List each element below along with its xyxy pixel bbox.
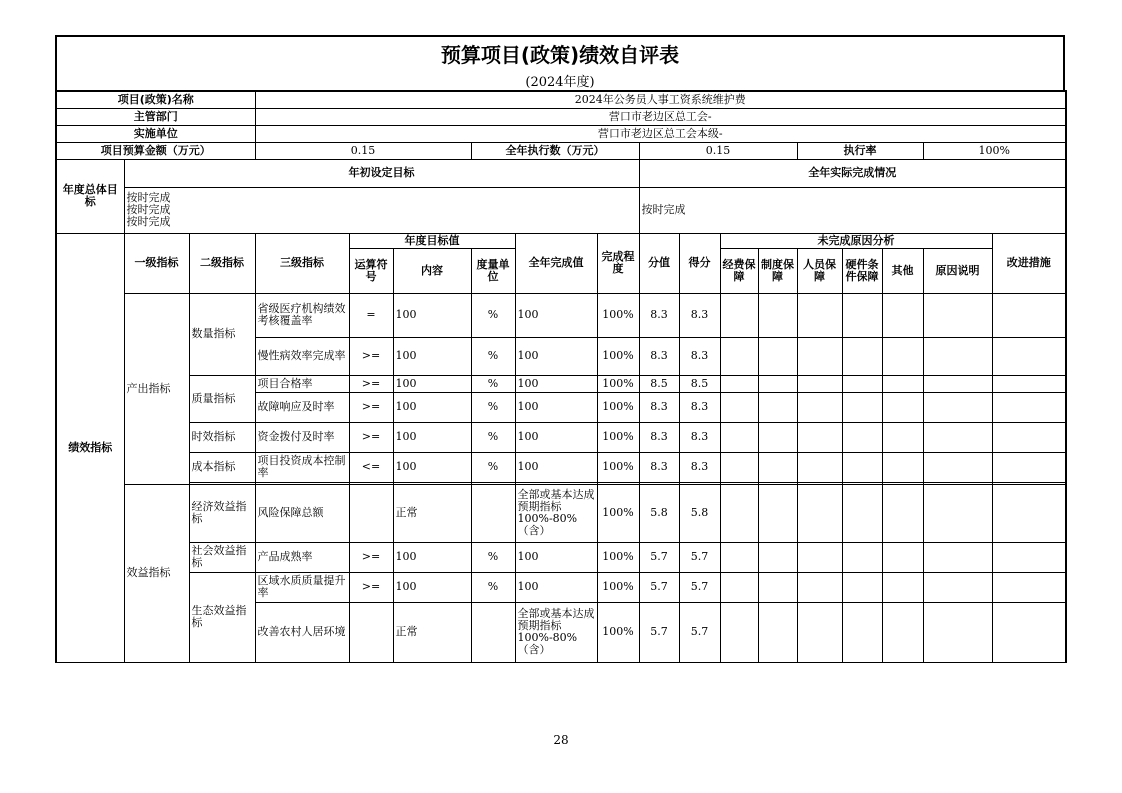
table-row — [56, 375, 1066, 392]
cell-degree: 100% — [597, 572, 639, 602]
cell-actual: 全部或基本达成预期指标100%-80%（含） — [515, 602, 597, 662]
dept-value: 营口市老边区总工会- — [255, 108, 1066, 125]
dept-label: 主管部门 — [56, 108, 255, 125]
group-quantity: 数量指标 — [189, 293, 255, 375]
cell-r-staff — [797, 572, 842, 602]
goal-actual-content: 按时完成 — [639, 187, 1066, 233]
cell-r-desc — [923, 392, 992, 422]
header-lvl3: 三级指标 — [255, 233, 349, 293]
cell-r-other — [882, 422, 923, 452]
header-r-other: 其他 — [882, 248, 923, 293]
cell-improve — [992, 422, 1066, 452]
page-number: 28 — [553, 733, 569, 747]
cell-r-fund — [720, 293, 758, 337]
cell-improve — [992, 337, 1066, 375]
evaluation-table — [55, 90, 1067, 663]
cell-actual: 100 — [515, 375, 597, 392]
cell-weight: 8.3 — [639, 293, 679, 337]
cell-r-staff — [797, 484, 842, 542]
header-reason: 未完成原因分析 — [720, 233, 992, 248]
cell-r-fund — [720, 484, 758, 542]
cell-r-desc — [923, 375, 992, 392]
cell-r-hw — [842, 452, 882, 482]
goal-label: 年度总体目标 — [56, 159, 124, 233]
cell-r-fund — [720, 392, 758, 422]
cell-op: <= — [349, 452, 393, 482]
cell-r-hw — [842, 542, 882, 572]
cell-degree: 100% — [597, 602, 639, 662]
header-r-system: 制度保障 — [758, 248, 797, 293]
cell-content: 100 — [393, 452, 471, 482]
cell-score: 8.3 — [679, 293, 720, 337]
cell-r-desc — [923, 572, 992, 602]
group-output: 产出指标 — [124, 293, 189, 484]
table-row — [56, 542, 1066, 572]
cell-r-other — [882, 572, 923, 602]
cell-improve — [992, 572, 1066, 602]
cell-improve — [992, 375, 1066, 392]
header-improve: 改进措施 — [992, 233, 1066, 293]
cell-r-other — [882, 375, 923, 392]
cell-degree: 100% — [597, 293, 639, 337]
cell-r-hw — [842, 602, 882, 662]
cell-r-desc — [923, 293, 992, 337]
cell-op: >= — [349, 572, 393, 602]
executed-value: 0.15 — [639, 142, 797, 159]
group-benefit: 效益指标 — [124, 484, 189, 662]
cell-improve — [992, 452, 1066, 482]
cell-score: 5.7 — [679, 542, 720, 572]
row-unit — [56, 125, 1066, 142]
header-r-desc: 原因说明 — [923, 248, 992, 293]
cell-content: 100 — [393, 337, 471, 375]
cell-r-staff — [797, 422, 842, 452]
cell-op: >= — [349, 422, 393, 452]
cell-score: 8.3 — [679, 422, 720, 452]
cell-r-desc — [923, 542, 992, 572]
cell-op: = — [349, 293, 393, 337]
cell-score: 5.7 — [679, 572, 720, 602]
table-row — [56, 422, 1066, 452]
cell-r-hw — [842, 484, 882, 542]
cell-content: 100 — [393, 422, 471, 452]
row-budget — [56, 142, 1066, 159]
cell-op — [349, 602, 393, 662]
table-row — [56, 452, 1066, 482]
cell-r-hw — [842, 422, 882, 452]
cell-op: >= — [349, 392, 393, 422]
cell-unit: % — [471, 375, 515, 392]
cell-r-system — [758, 602, 797, 662]
cell-r-staff — [797, 392, 842, 422]
cell-unit: % — [471, 293, 515, 337]
project-name-label: 项目(政策)名称 — [56, 91, 255, 108]
cell-score: 8.5 — [679, 375, 720, 392]
cell-degree: 100% — [597, 422, 639, 452]
cell-degree: 100% — [597, 392, 639, 422]
cell-r-hw — [842, 293, 882, 337]
cell-lvl3: 产品成熟率 — [255, 542, 349, 572]
cell-weight: 8.3 — [639, 452, 679, 482]
cell-r-hw — [842, 375, 882, 392]
cell-improve — [992, 602, 1066, 662]
header-content: 内容 — [393, 248, 471, 293]
budget-value: 0.15 — [255, 142, 471, 159]
cell-actual: 100 — [515, 392, 597, 422]
cell-score: 5.8 — [679, 484, 720, 542]
goal-initial-header: 年初设定目标 — [124, 159, 639, 187]
cell-r-fund — [720, 375, 758, 392]
cell-r-desc — [923, 452, 992, 482]
cell-op: >= — [349, 542, 393, 572]
cell-unit: % — [471, 452, 515, 482]
cell-unit: % — [471, 422, 515, 452]
table-row — [56, 293, 1066, 337]
section-label: 绩效指标 — [56, 233, 124, 662]
cell-weight: 8.5 — [639, 375, 679, 392]
cell-unit — [471, 484, 515, 542]
cell-r-other — [882, 337, 923, 375]
group-quality: 质量指标 — [189, 375, 255, 422]
cell-lvl3: 项目投资成本控制率 — [255, 452, 349, 482]
cell-r-system — [758, 572, 797, 602]
header-r-fund: 经费保障 — [720, 248, 758, 293]
header-score: 得分 — [679, 233, 720, 293]
cell-op: >= — [349, 375, 393, 392]
row-indicator-header-1 — [56, 233, 1066, 248]
cell-lvl3: 慢性病效率完成率 — [255, 337, 349, 375]
unit-value: 营口市老边区总工会本级- — [255, 125, 1066, 142]
table-row — [56, 572, 1066, 602]
cell-r-hw — [842, 337, 882, 375]
cell-content: 正常 — [393, 484, 471, 542]
rate-value: 100% — [923, 142, 1066, 159]
cell-actual: 100 — [515, 337, 597, 375]
cell-r-desc — [923, 602, 992, 662]
rate-label: 执行率 — [797, 142, 923, 159]
cell-content: 正常 — [393, 602, 471, 662]
goal-initial-content — [124, 187, 639, 233]
cell-r-other — [882, 542, 923, 572]
cell-weight: 8.3 — [639, 337, 679, 375]
cell-degree: 100% — [597, 484, 639, 542]
cell-unit — [471, 602, 515, 662]
cell-weight: 8.3 — [639, 392, 679, 422]
header-degree: 完成程度 — [597, 233, 639, 293]
cell-r-system — [758, 484, 797, 542]
cell-r-fund — [720, 452, 758, 482]
header-r-staff: 人员保障 — [797, 248, 842, 293]
cell-r-desc — [923, 422, 992, 452]
cell-content: 100 — [393, 293, 471, 337]
cell-weight: 5.7 — [639, 602, 679, 662]
page-title: 预算项目(政策)绩效自评表 — [440, 43, 680, 67]
group-ecological: 生态效益指标 — [189, 572, 255, 662]
cell-r-staff — [797, 337, 842, 375]
cell-actual: 100 — [515, 422, 597, 452]
cell-r-fund — [720, 542, 758, 572]
cell-r-hw — [842, 392, 882, 422]
group-cost: 成本指标 — [189, 452, 255, 482]
cell-weight: 5.7 — [639, 572, 679, 602]
cell-actual: 100 — [515, 452, 597, 482]
cell-r-system — [758, 337, 797, 375]
cell-r-fund — [720, 572, 758, 602]
header-op: 运算符号 — [349, 248, 393, 293]
cell-lvl3: 资金拨付及时率 — [255, 422, 349, 452]
goal-initial-line: 按时完成 — [126, 215, 171, 228]
cell-degree: 100% — [597, 542, 639, 572]
cell-improve — [992, 293, 1066, 337]
cell-weight: 8.3 — [639, 422, 679, 452]
header-unit: 度量单位 — [471, 248, 515, 293]
cell-content: 100 — [393, 542, 471, 572]
header-r-hw: 硬件条件保障 — [842, 248, 882, 293]
cell-r-staff — [797, 452, 842, 482]
group-social: 社会效益指标 — [189, 542, 255, 572]
cell-actual: 全部或基本达成预期指标100%-80%（含） — [515, 484, 597, 542]
title-block — [55, 35, 1065, 90]
cell-content: 100 — [393, 392, 471, 422]
cell-r-other — [882, 452, 923, 482]
row-dept — [56, 108, 1066, 125]
cell-r-staff — [797, 293, 842, 337]
cell-score: 8.3 — [679, 337, 720, 375]
cell-r-staff — [797, 542, 842, 572]
table-row — [56, 484, 1066, 542]
cell-r-desc — [923, 337, 992, 375]
goal-initial-line: 按时完成 — [126, 191, 171, 204]
cell-lvl3: 区域水质质量提升率 — [255, 572, 349, 602]
cell-actual: 100 — [515, 293, 597, 337]
cell-r-desc — [923, 484, 992, 542]
cell-score: 5.7 — [679, 602, 720, 662]
cell-r-staff — [797, 602, 842, 662]
cell-r-other — [882, 293, 923, 337]
cell-lvl3: 改善农村人居环境 — [255, 602, 349, 662]
cell-unit: % — [471, 337, 515, 375]
header-lvl1: 一级指标 — [124, 233, 189, 293]
cell-degree: 100% — [597, 337, 639, 375]
cell-improve — [992, 392, 1066, 422]
cell-unit: % — [471, 392, 515, 422]
cell-unit: % — [471, 572, 515, 602]
cell-score: 8.3 — [679, 392, 720, 422]
row-project-name — [56, 91, 1066, 108]
cell-r-system — [758, 422, 797, 452]
cell-r-fund — [720, 602, 758, 662]
cell-actual: 100 — [515, 542, 597, 572]
group-economic: 经济效益指标 — [189, 484, 255, 542]
cell-actual: 100 — [515, 572, 597, 602]
cell-r-fund — [720, 337, 758, 375]
cell-op — [349, 484, 393, 542]
cell-improve — [992, 484, 1066, 542]
header-lvl2: 二级指标 — [189, 233, 255, 293]
cell-improve — [992, 542, 1066, 572]
cell-unit: % — [471, 542, 515, 572]
cell-r-system — [758, 392, 797, 422]
cell-r-fund — [720, 422, 758, 452]
goal-actual-header: 全年实际完成情况 — [639, 159, 1066, 187]
cell-r-hw — [842, 572, 882, 602]
cell-r-other — [882, 484, 923, 542]
budget-label: 项目预算金额（万元） — [56, 142, 255, 159]
cell-r-system — [758, 542, 797, 572]
group-timeliness: 时效指标 — [189, 422, 255, 452]
cell-content: 100 — [393, 572, 471, 602]
cell-weight: 5.7 — [639, 542, 679, 572]
goal-initial-line: 按时完成 — [126, 203, 171, 216]
cell-op: >= — [349, 337, 393, 375]
cell-r-system — [758, 375, 797, 392]
header-year-target: 年度目标值 — [349, 233, 515, 248]
cell-lvl3: 省级医疗机构绩效考核覆盖率 — [255, 293, 349, 337]
unit-label: 实施单位 — [56, 125, 255, 142]
cell-lvl3: 故障响应及时率 — [255, 392, 349, 422]
project-name-value: 2024年公务员人事工资系统维护费 — [255, 91, 1066, 108]
year-subtitle: (2024年度) — [525, 75, 595, 90]
cell-weight: 5.8 — [639, 484, 679, 542]
row-goal-header — [56, 159, 1066, 187]
row-goal-content — [56, 187, 1066, 233]
cell-score: 8.3 — [679, 452, 720, 482]
evaluation-sheet — [55, 35, 1065, 663]
cell-r-other — [882, 602, 923, 662]
cell-r-staff — [797, 375, 842, 392]
cell-r-system — [758, 452, 797, 482]
cell-lvl3: 风险保障总额 — [255, 484, 349, 542]
cell-r-system — [758, 293, 797, 337]
cell-content: 100 — [393, 375, 471, 392]
cell-degree: 100% — [597, 375, 639, 392]
header-weight: 分值 — [639, 233, 679, 293]
cell-r-other — [882, 392, 923, 422]
header-actual: 全年完成值 — [515, 233, 597, 293]
cell-lvl3: 项目合格率 — [255, 375, 349, 392]
cell-degree: 100% — [597, 452, 639, 482]
executed-label: 全年执行数（万元） — [471, 142, 639, 159]
